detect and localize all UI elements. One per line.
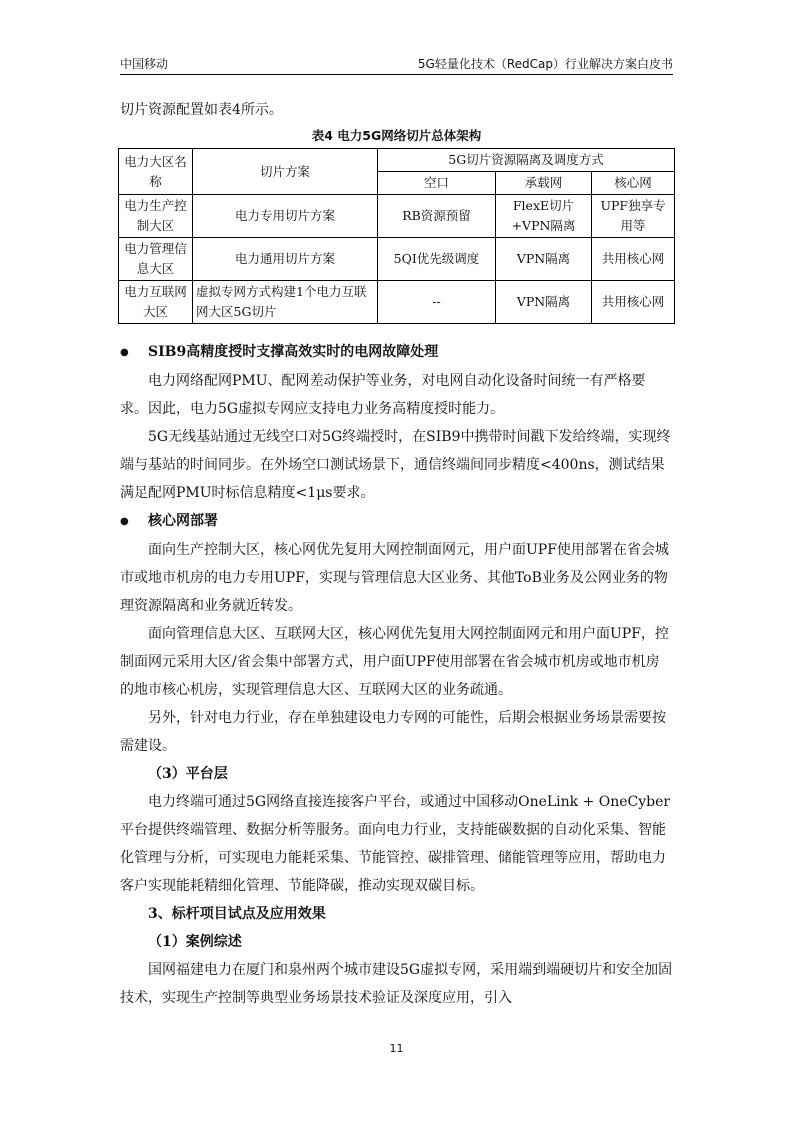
cell-zone: 电力互联网大区: [119, 281, 193, 324]
section-heading-pilot: 3、标杆项目试点及应用效果: [148, 906, 326, 922]
header-doc-title: 5G轻量化技术（RedCap）行业解决方案白皮书: [417, 57, 673, 71]
cell-zone: 电力管理信息大区: [119, 238, 193, 281]
paragraph: 面向管理信息大区、互联网大区，核心网优先复用大网控制面网元和用户面UPF，控制面网元采用大区/省会集中部署方式，用户面UPF使用部署在省会城市机房或地市机房的地市核心机房，实现管理信息大区、互联网大区的业务疏通。: [120, 626, 669, 698]
paragraph: 另外，针对电力行业，存在单独建设电力专网的可能性，后期会根据业务场景需要按需建设。: [120, 710, 666, 754]
header-isolation-group: 5G切片资源隔离及调度方式: [378, 149, 675, 172]
cell-core: UPF独享专用等: [592, 195, 675, 238]
bullet-icon: ●: [120, 516, 129, 527]
page-header: [120, 56, 673, 75]
section-heading-core: [120, 507, 673, 536]
section-heading-case: （1）案例综述: [148, 934, 242, 950]
cell-scheme: 电力专用切片方案: [193, 195, 378, 238]
cell-core: 共用核心网: [592, 281, 675, 324]
cell-air: --: [378, 281, 496, 324]
section-heading-platform: （3）平台层: [148, 766, 228, 782]
cell-core: 共用核心网: [592, 238, 675, 281]
paragraph: 国网福建电力在厦门和泉州两个城市建设5G虚拟专网，采用端到端硬切片和安全加固技术，实现生产控制等典型业务场景技术验证及深度应用，引入: [120, 962, 673, 1006]
table-row: [119, 281, 675, 324]
page-content: [120, 96, 673, 1012]
cell-air: RB资源预留: [378, 195, 496, 238]
paragraph: 电力终端可通过5G网络直接连接客户平台，或通过中国移动OneLink + OneCyber平台提供终端管理、数据分析等服务。面向电力行业，支持能碳数据的自动化采集、智能化管理与分析，可实现电力能耗采集、节能管控、碳排管理、储能管理等应用，帮助电力客户实现能耗精细化管理、节能降碳，推动实现双碳目标。: [120, 794, 671, 894]
header-org: 中国移动: [120, 57, 169, 71]
cell-bearer: VPN隔离: [496, 238, 592, 281]
header-core: 核心网: [592, 172, 675, 195]
table-row: [119, 195, 675, 238]
bullet-icon: ●: [120, 347, 129, 358]
cell-air: 5QI优先级调度: [378, 238, 496, 281]
cell-scheme: 电力通用切片方案: [193, 238, 378, 281]
cell-scheme: 虚拟专网方式构建1个电力互联网大区5G切片: [193, 281, 378, 324]
header-air: 空口: [378, 172, 496, 195]
header-zone: 电力大区名称: [119, 149, 193, 195]
table-row: [119, 238, 675, 281]
section-title: 核心网部署: [148, 513, 218, 529]
table-header-row: [119, 149, 675, 172]
page-number: 11: [389, 1042, 404, 1055]
paragraph: 电力网络配网PMU、配网差动保护等业务，对电网自动化设备时间统一有严格要求。因此，电力5G虚拟专网应支持电力业务高精度授时能力。: [120, 373, 646, 417]
cell-bearer: FlexE切片+VPN隔离: [496, 195, 592, 238]
header-scheme: 切片方案: [193, 149, 378, 195]
cell-zone: 电力生产控制大区: [119, 195, 193, 238]
table-caption: 表4 电力5G网络切片总体架构: [311, 128, 482, 143]
header-bearer: 承载网: [496, 172, 592, 195]
intro-text: 切片资源配置如表4所示。: [120, 102, 283, 118]
paragraph: 面向生产控制大区，核心网优先复用大网控制面网元，用户面UPF使用部署在省会城市或地市机房的电力专用UPF，实现与管理信息大区业务、其他ToB业务及公网业务的物理资源隔离和业务就近转发。: [120, 542, 669, 614]
paragraph: 5G无线基站通过无线空口对5G终端授时，在SIB9中携带时间戳下发给终端，实现终端与基站的时间同步。在外场空口测试场景下，通信终端间同步精度<400ns，测试结果满足配网PMU时标信息精度<1μs要求。: [120, 429, 671, 501]
cell-bearer: VPN隔离: [496, 281, 592, 324]
section-title: SIB9高精度授时支撑高效实时的电网故障处理: [148, 344, 439, 360]
section-heading-sib9: [120, 338, 673, 367]
slice-architecture-table: [118, 148, 675, 324]
